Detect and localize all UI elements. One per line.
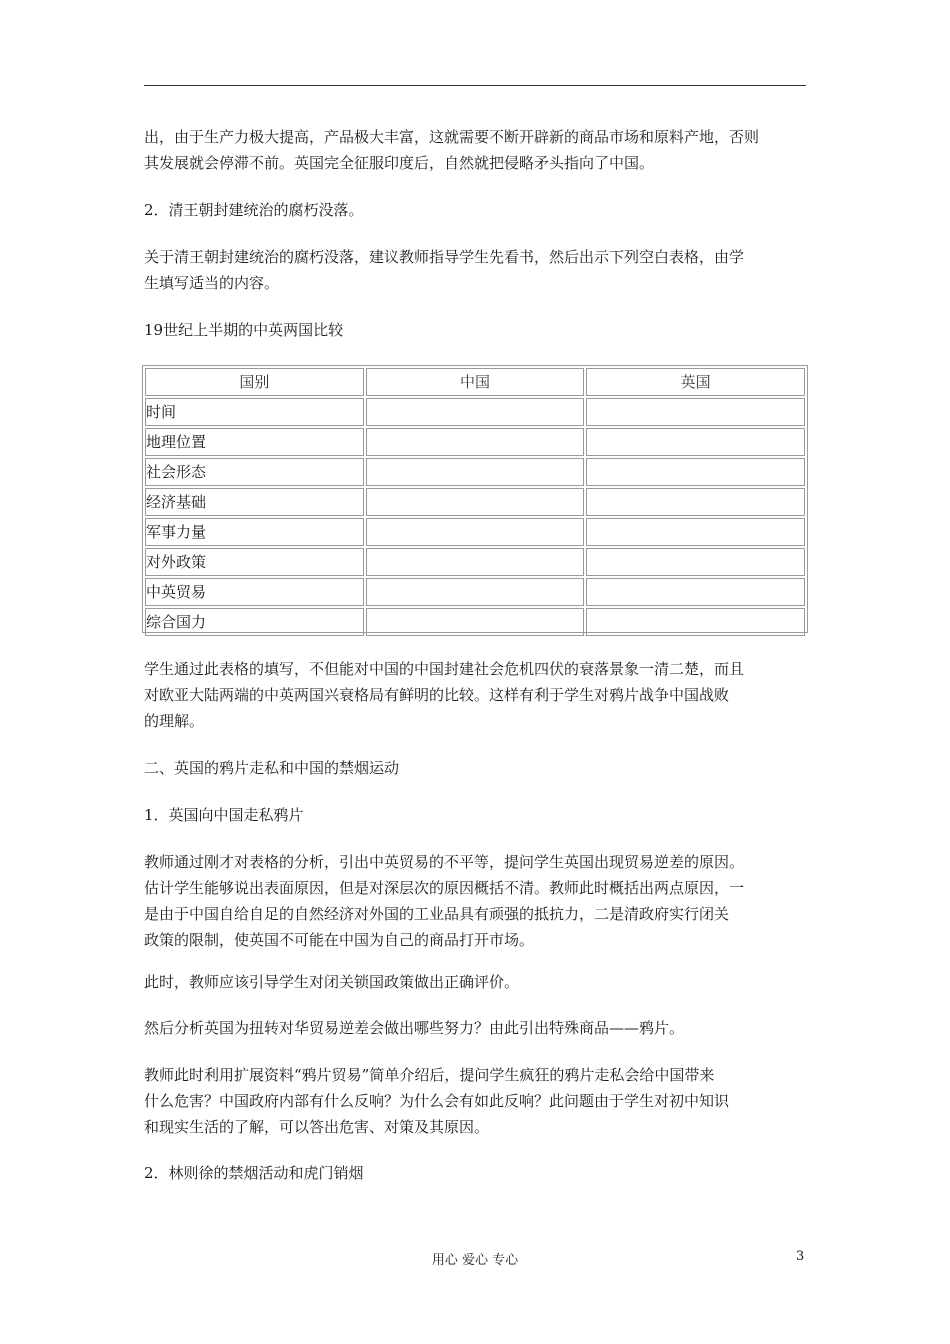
text-line: 出，由于生产力极大提高，产品极大丰富，这就需要不断开辟新的商品市场和原料产地，否则	[144, 128, 760, 146]
header-cell-britain: 英国	[586, 368, 805, 396]
table-row	[145, 608, 805, 636]
row-label: 对外政策	[145, 548, 364, 576]
paragraph-11	[144, 1062, 808, 1140]
section-heading-2	[144, 197, 808, 223]
cell-china	[366, 458, 585, 486]
text-line: 什么危害？中国政府内部有什么反响？为什么会有如此反响？此问题由于学生对初中知识	[144, 1092, 730, 1110]
text-line: 19世纪上半期的中英两国比较	[144, 321, 344, 339]
header-cell-country: 国别	[145, 368, 364, 396]
cell-china	[366, 518, 585, 546]
row-label: 中英贸易	[145, 578, 364, 606]
text-line: 生填写适当的内容。	[144, 274, 280, 292]
cell-china	[366, 608, 585, 636]
text-line: 政策的限制，使英国不可能在中国为自己的商品打开市场。	[144, 931, 535, 949]
text-line: 关于清王朝封建统治的腐朽没落，建议教师指导学生先看书，然后出示下列空白表格，由学	[144, 248, 745, 266]
table-caption	[144, 317, 808, 343]
cell-china	[366, 488, 585, 516]
cell-britain	[586, 608, 805, 636]
text-line: 的理解。	[144, 712, 205, 730]
text-line: 教师此时利用扩展资料“鸦片贸易”简单介绍后，提问学生疯狂的鸦片走私会给中国带来	[144, 1066, 715, 1084]
text-line: 2．清王朝封建统治的腐朽没落。	[144, 201, 364, 219]
row-label: 综合国力	[145, 608, 364, 636]
paragraph-3	[144, 244, 808, 296]
text-line: 二、英国的鸦片走私和中国的禁烟运动	[144, 759, 400, 777]
cell-britain	[586, 398, 805, 426]
paragraph-10	[144, 1015, 808, 1041]
cell-britain	[586, 428, 805, 456]
text-line: 教师通过刚才对表格的分析，引出中英贸易的不平等，提问学生英国出现贸易逆差的原因。	[144, 853, 745, 871]
row-label: 社会形态	[145, 458, 364, 486]
text-line: 1．英国向中国走私鸦片	[144, 806, 304, 824]
table-row	[145, 518, 805, 546]
cell-china	[366, 578, 585, 606]
row-label: 经济基础	[145, 488, 364, 516]
text-line: 和现实生活的了解，可以答出危害、对策及其原因。	[144, 1118, 490, 1136]
footer-motto: 用心 爱心 专心	[431, 1253, 519, 1268]
section-heading-two	[144, 755, 808, 781]
text-line: 此时，教师应该引导学生对闭关锁国政策做出正确评价。	[144, 973, 520, 991]
page-number: 3	[796, 1249, 805, 1264]
table-row	[145, 398, 805, 426]
text-line: 对欧亚大陆两端的中英两国兴衰格局有鲜明的比较。这样有利于学生对鸦片战争中国战败	[144, 686, 730, 704]
table-row	[145, 428, 805, 456]
cell-china	[366, 548, 585, 576]
paragraph-5	[144, 656, 808, 734]
paragraph-8	[144, 849, 808, 953]
comparison-table	[142, 365, 808, 633]
cell-britain	[586, 548, 805, 576]
row-label: 军事力量	[145, 518, 364, 546]
cell-britain	[586, 578, 805, 606]
cell-china	[366, 428, 585, 456]
paragraph-9	[144, 969, 808, 995]
text-line: 学生通过此表格的填写，不但能对中国的中国封建社会危机四伏的衰落景象一清二楚，而且	[144, 660, 745, 678]
subsection-heading-1	[144, 802, 808, 828]
text-line: 是由于中国自给自足的自然经济对外国的工业品具有顽强的抵抗力，二是清政府实行闭关	[144, 905, 730, 923]
row-label: 时间	[145, 398, 364, 426]
table-row	[145, 548, 805, 576]
header-cell-china: 中国	[366, 368, 585, 396]
table-row	[145, 488, 805, 516]
text-line: 然后分析英国为扭转对华贸易逆差会做出哪些努力？由此引出特殊商品——鸦片。	[144, 1019, 685, 1037]
cell-britain	[586, 458, 805, 486]
paragraph-1	[144, 124, 808, 176]
text-line: 其发展就会停滞不前。英国完全征服印度后，自然就把侵略矛头指向了中国。	[144, 154, 655, 172]
table-row	[145, 578, 805, 606]
row-label: 地理位置	[145, 428, 364, 456]
cell-china	[366, 398, 585, 426]
header-rule	[144, 85, 806, 86]
cell-britain	[586, 488, 805, 516]
text-line: 2．林则徐的禁烟活动和虎门销烟	[144, 1164, 364, 1182]
table-header-row	[145, 368, 805, 396]
table-row	[145, 458, 805, 486]
text-line: 估计学生能够说出表面原因，但是对深层次的原因概括不清。教师此时概括出两点原因，一	[144, 879, 745, 897]
subsection-heading-2	[144, 1160, 808, 1186]
cell-britain	[586, 518, 805, 546]
